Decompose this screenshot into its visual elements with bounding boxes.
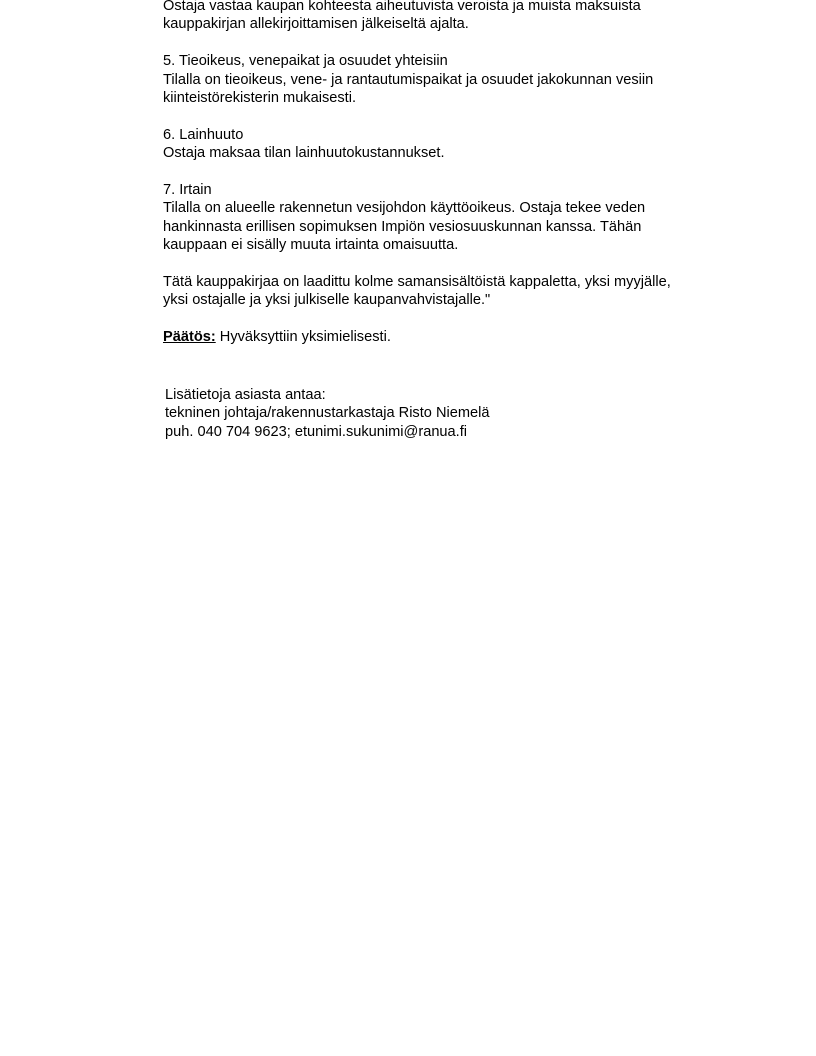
section7-line-3: kauppaan ei sisälly muuta irtainta omaisuutta. bbox=[163, 237, 459, 254]
section6-line-1: Ostaja maksaa tilan lainhuutokustannukset. bbox=[163, 145, 445, 162]
contact-line-3: puh. 040 704 9623; etunimi.sukunimi@ranua.fi bbox=[165, 423, 468, 440]
section7-line-1: Tilalla on alueelle rakennetun vesijohdon käyttöoikeus. Ostaja tekee veden bbox=[163, 200, 646, 217]
closing-line-2: yksi ostajalle ja yksi julkiselle kaupanvahvistajalle." bbox=[163, 292, 491, 309]
paragraph-gap bbox=[163, 255, 753, 273]
paragraph-gap bbox=[163, 107, 753, 125]
paragraph-gap bbox=[163, 34, 753, 52]
section6-heading: 6. Lainhuuto bbox=[163, 126, 244, 143]
paragraph-gap bbox=[163, 163, 753, 181]
section5-heading: 5. Tieoikeus, venepaikat ja osuudet yhteisiin bbox=[163, 53, 448, 70]
section7-line-2: hankinnasta erillisen sopimuksen Impiön vesiosuuskunnan kanssa. Tähän bbox=[163, 218, 642, 235]
section5-line-2: kiinteistörekisterin mukaisesti. bbox=[163, 90, 357, 107]
contact-line-1: Lisätietoja asiasta antaa: bbox=[165, 387, 326, 403]
section5-line-1: Tilalla on tieoikeus, vene- ja rantautumispaikat ja osuudet jakokunnan vesiin bbox=[163, 71, 654, 88]
section7-heading: 7. Irtain bbox=[163, 182, 212, 199]
document-body bbox=[163, 0, 753, 347]
decision-label: Päätös: bbox=[163, 329, 216, 346]
contact-info bbox=[165, 386, 725, 441]
decision-line bbox=[163, 328, 753, 346]
decision-text: Hyväksyttiin yksimielisesti. bbox=[215, 329, 391, 346]
paragraph-gap bbox=[163, 310, 753, 328]
section4-line-1: Ostaja vastaa kaupan kohteesta aiheutuvista veroista ja muista maksuista bbox=[163, 0, 641, 14]
section4-line-2: kauppakirjan allekirjoittamisen jälkeiseltä ajalta. bbox=[163, 16, 469, 33]
closing-line-1: Tätä kauppakirjaa on laadittu kolme samansisältöistä kappaletta, yksi myyjälle, bbox=[163, 274, 671, 291]
contact-line-2: tekninen johtaja/rakennustarkastaja Risto Niemelä bbox=[165, 405, 490, 422]
